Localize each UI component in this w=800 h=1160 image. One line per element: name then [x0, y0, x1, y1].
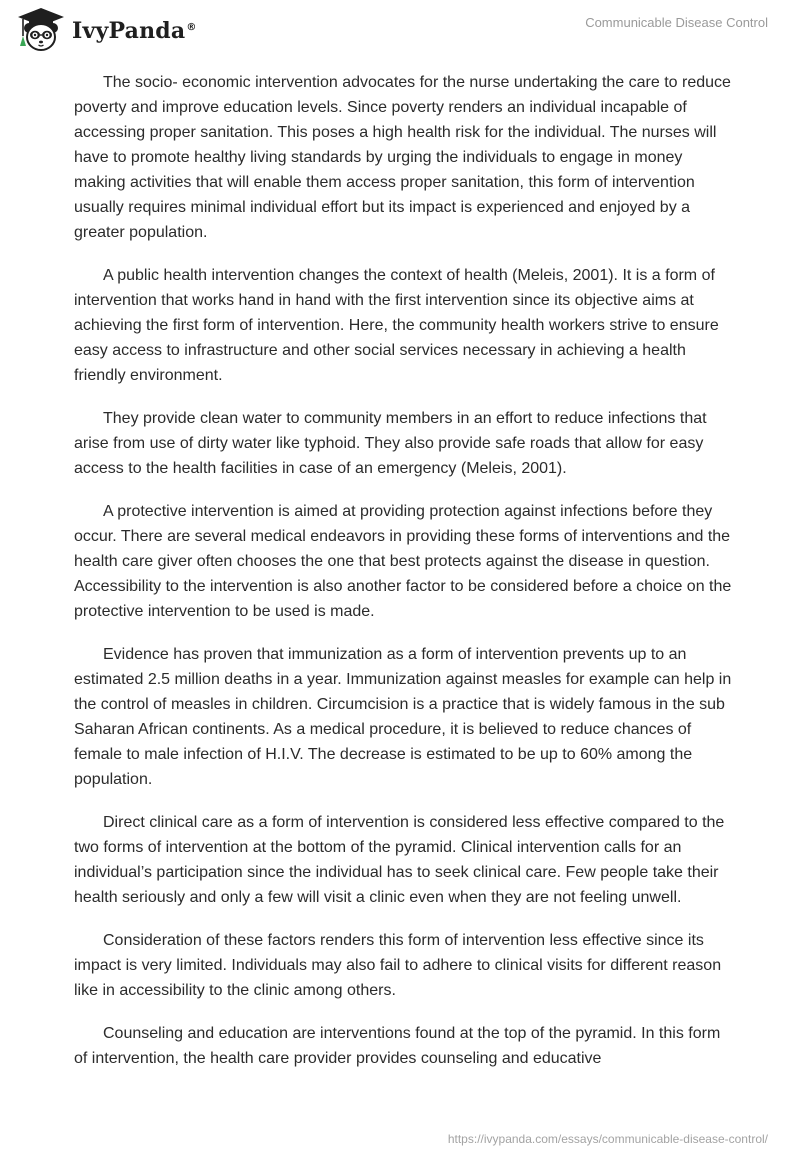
paragraph: They provide clean water to community members in an effort to reduce infections that arise from use of dirty water like typhoid. They also provide safe roads that allow for easy access to the health facilities in case of an emergency (Meleis, 2001). [74, 410, 707, 477]
page-header [0, 0, 800, 62]
paragraph: Consideration of these factors renders this form of intervention less effective since its impact is very limited. Individuals may also fail to adhere to clinical visits for different reason like in accessibility to the clinic among others. [74, 932, 722, 999]
panda-graduate-icon [14, 6, 68, 54]
paragraph: Counseling and education are interventions found at the top of the pyramid. In this form of intervention, the health care provider provides counseling and educative [74, 1025, 721, 1067]
paragraph: A public health intervention changes the context of health (Meleis, 2001). It is a form of intervention that works hand in hand with the first intervention since its objective aims at achieving the first form of intervention. Here, the community health workers strive to ensure easy access to infrastructure and other social services necessary in achieving a health friendly environment. [74, 267, 719, 384]
paragraph: A protective intervention is aimed at providing protection against infections before they occur. There are several medical endeavors in providing these forms of interventions and the health care giver often chooses the one that best protects against the disease in question. Accessibility to the intervention is also another factor to be considered before a choice on the protective intervention to be used is made. [74, 503, 732, 620]
paragraph: The socio- economic intervention advocates for the nurse undertaking the care to reduce poverty and improve education levels. Since poverty renders an individual incapable of accessing proper sanitation. This poses a high health risk for the individual. The nurses will have to promote healthy living standards by urging the individuals to engage in money making activities that will enable them access proper sanitation, this form of intervention usually requires minimal individual effort but its impact is experienced and enjoyed by a greater population. [74, 74, 731, 241]
brand-logo[interactable] [14, 6, 197, 54]
brand-name: IvyPanda® [72, 18, 197, 44]
paragraph: Evidence has proven that immunization as a form of intervention prevents up to an estimated 2.5 million deaths in a year. Immunization against measles for example can help in the control of measles in children. Circumcision is a practice that is widely famous in the sub Saharan African continents. As a medical procedure, it is believed to reduce chances of female to male infection of H.I.V. The decrease is estimated to be up to 60% among the population. [74, 646, 732, 788]
registered-mark: ® [186, 21, 197, 33]
source-url[interactable]: https://ivypanda.com/essays/communicable-disease-control/ [447, 1132, 768, 1146]
paragraph: Direct clinical care as a form of intervention is considered less effective compared to the two forms of intervention at the bottom of the pyramid. Clinical intervention calls for an individual’s participation since the individual has to seek clinical care. Few people take their health seriously and only a few will visit a clinic even when they are not feeling unwell. [74, 814, 725, 906]
document-title: Communicable Disease Control [585, 15, 768, 30]
essay-body [74, 70, 734, 1089]
